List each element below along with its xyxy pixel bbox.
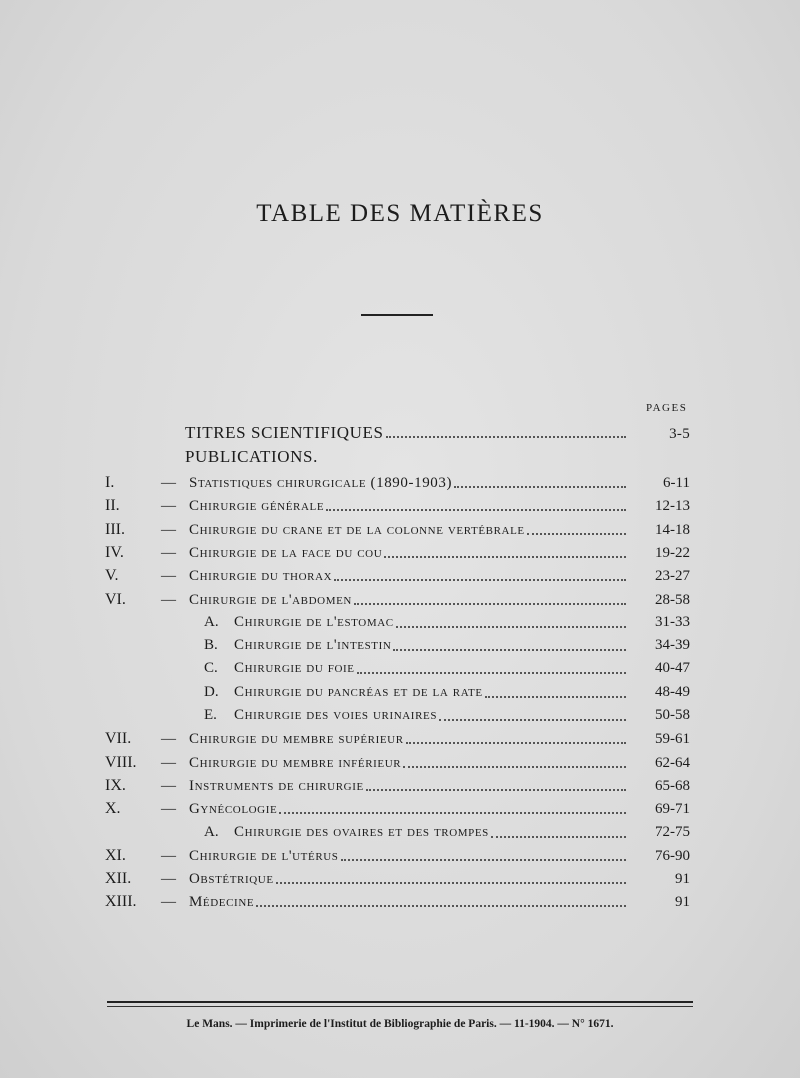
entry-pages: 6-11 bbox=[663, 475, 690, 491]
dot-leader bbox=[485, 696, 626, 698]
dot-leader bbox=[357, 672, 626, 674]
entry-title: Obstétrique bbox=[189, 871, 274, 887]
section-row bbox=[105, 754, 690, 772]
section-number: IV. bbox=[105, 544, 124, 561]
subsection-row bbox=[204, 660, 690, 677]
dot-leader bbox=[279, 812, 626, 814]
entry-title: Chirurgie de l'utérus bbox=[189, 848, 339, 864]
entry-title: Chirurgie du pancréas et de la rate bbox=[234, 684, 483, 700]
dot-leader bbox=[527, 533, 626, 535]
subsection-row bbox=[204, 684, 690, 701]
entry-title: Instruments de chirurgie bbox=[189, 778, 364, 794]
dot-leader bbox=[393, 649, 626, 651]
footer-rule-thin bbox=[107, 1006, 693, 1007]
section-number: XII. bbox=[105, 870, 132, 887]
entry-title: Médecine bbox=[189, 894, 255, 910]
entry-title: Chirurgie du thorax bbox=[189, 568, 333, 584]
em-dash: — bbox=[161, 755, 176, 771]
entry-pages: 72-75 bbox=[655, 824, 690, 840]
entry-title: Chirurgie de l'intestin bbox=[234, 637, 392, 653]
page-title: TABLE DES MATIÈRES bbox=[256, 200, 544, 227]
subsection-letter: C. bbox=[204, 660, 218, 676]
entry-title: Chirurgie du membre inférieur bbox=[189, 755, 402, 771]
entry-pages: 69-71 bbox=[655, 801, 690, 817]
entry-title: Statistiques chirurgicale (1890-1903) bbox=[189, 475, 453, 491]
entry-pages: 76-90 bbox=[655, 848, 690, 864]
dot-leader bbox=[354, 603, 626, 605]
entry-pages: 19-22 bbox=[655, 545, 690, 561]
entry-pages: 91 bbox=[675, 894, 690, 910]
subsection-letter: B. bbox=[204, 637, 218, 653]
dot-leader bbox=[454, 486, 626, 488]
section-number: VII. bbox=[105, 730, 132, 747]
dot-leader bbox=[386, 436, 626, 438]
em-dash: — bbox=[161, 731, 176, 747]
section-row bbox=[105, 893, 690, 911]
pages-column-header: PAGES bbox=[646, 402, 688, 414]
section-row bbox=[105, 777, 690, 795]
dot-leader bbox=[366, 789, 626, 791]
section-number: VIII. bbox=[105, 754, 137, 771]
dot-leader bbox=[334, 579, 626, 581]
subsection-letter: A. bbox=[204, 824, 219, 840]
em-dash: — bbox=[161, 545, 176, 561]
section-number: II. bbox=[105, 497, 120, 514]
dot-leader bbox=[406, 742, 626, 744]
entry-title: Chirurgie du crane et de la colonne vertébrale bbox=[189, 522, 525, 538]
section-row bbox=[105, 591, 690, 609]
dot-leader bbox=[396, 626, 626, 628]
section-number: V. bbox=[105, 567, 119, 584]
subsection-row bbox=[204, 707, 690, 724]
entry-pages: 34-39 bbox=[655, 637, 690, 653]
entry-pages: 3-5 bbox=[669, 426, 690, 442]
entry-pages: 12-13 bbox=[655, 498, 690, 514]
entry-title: TITRES SCIENTIFIQUES bbox=[185, 423, 384, 442]
subsection-row bbox=[204, 637, 690, 654]
entry-pages: 40-47 bbox=[655, 660, 690, 676]
section-number: VI. bbox=[105, 591, 126, 608]
em-dash: — bbox=[161, 894, 176, 910]
em-dash: — bbox=[161, 568, 176, 584]
dot-leader bbox=[341, 859, 626, 861]
entry-pages: 14-18 bbox=[655, 522, 690, 538]
entry-title: Chirurgie des voies urinaires bbox=[234, 707, 438, 723]
subsection-letter: D. bbox=[204, 684, 219, 700]
entry-pages: 62-64 bbox=[655, 755, 690, 771]
dot-leader bbox=[276, 882, 626, 884]
entry-title: Chirurgie de l'estomac bbox=[234, 614, 394, 630]
entry-pages: 91 bbox=[675, 871, 690, 887]
entry-pages: 23-27 bbox=[655, 568, 690, 584]
entry-pages: 50-58 bbox=[655, 707, 690, 723]
entry-pages: 31-33 bbox=[655, 614, 690, 630]
section-row bbox=[105, 567, 690, 585]
entry-pages: 48-49 bbox=[655, 684, 690, 700]
em-dash: — bbox=[161, 871, 176, 887]
dot-leader bbox=[491, 836, 626, 838]
section-row bbox=[105, 521, 690, 539]
em-dash: — bbox=[161, 498, 176, 514]
section-row bbox=[105, 474, 690, 492]
entry-title: Chirurgie générale bbox=[189, 498, 325, 514]
section-row bbox=[105, 847, 690, 865]
section-row bbox=[105, 800, 690, 818]
em-dash: — bbox=[161, 778, 176, 794]
section-number: XI. bbox=[105, 847, 126, 864]
entry-pages: 65-68 bbox=[655, 778, 690, 794]
dot-leader bbox=[403, 766, 626, 768]
entry-pages: 59-61 bbox=[655, 731, 690, 747]
entry-title: Chirurgie des ovaires et des trompes bbox=[234, 824, 489, 840]
section-number: I. bbox=[105, 474, 115, 491]
em-dash: — bbox=[161, 475, 176, 491]
em-dash: — bbox=[161, 522, 176, 538]
subsection-letter: A. bbox=[204, 614, 219, 630]
section-number: X. bbox=[105, 800, 121, 817]
footer-rule bbox=[107, 1001, 693, 1003]
section-row bbox=[105, 544, 690, 562]
em-dash: — bbox=[161, 592, 176, 608]
printer-imprint: Le Mans. — Imprimerie de l'Institut de Bibliographie de Paris. — 11-1904. — N° 1671. bbox=[186, 1018, 614, 1030]
subsection-row bbox=[204, 824, 690, 841]
entry-title: Chirurgie de la face du cou bbox=[189, 545, 383, 561]
subsection-letter: E. bbox=[204, 707, 217, 723]
entry-title: Chirurgie du foie bbox=[234, 660, 355, 676]
front-matter-row bbox=[185, 423, 690, 443]
em-dash: — bbox=[161, 848, 176, 864]
section-number: XIII. bbox=[105, 893, 137, 910]
section-row bbox=[105, 730, 690, 748]
em-dash: — bbox=[161, 801, 176, 817]
section-number: IX. bbox=[105, 777, 126, 794]
dot-leader bbox=[439, 719, 626, 721]
title-rule bbox=[361, 314, 433, 316]
entry-title: Gynécologie bbox=[189, 801, 278, 817]
section-row bbox=[105, 870, 690, 888]
dot-leader bbox=[384, 556, 626, 558]
entry-title: PUBLICATIONS. bbox=[185, 447, 318, 466]
section-number: III. bbox=[105, 521, 125, 538]
entry-title: Chirurgie de l'abdomen bbox=[189, 592, 352, 608]
front-matter-row bbox=[185, 447, 690, 467]
subsection-row bbox=[204, 614, 690, 631]
dot-leader bbox=[256, 905, 626, 907]
entry-pages: 28-58 bbox=[655, 592, 690, 608]
section-row bbox=[105, 497, 690, 515]
dot-leader bbox=[326, 509, 626, 511]
entry-title: Chirurgie du membre supérieur bbox=[189, 731, 404, 747]
